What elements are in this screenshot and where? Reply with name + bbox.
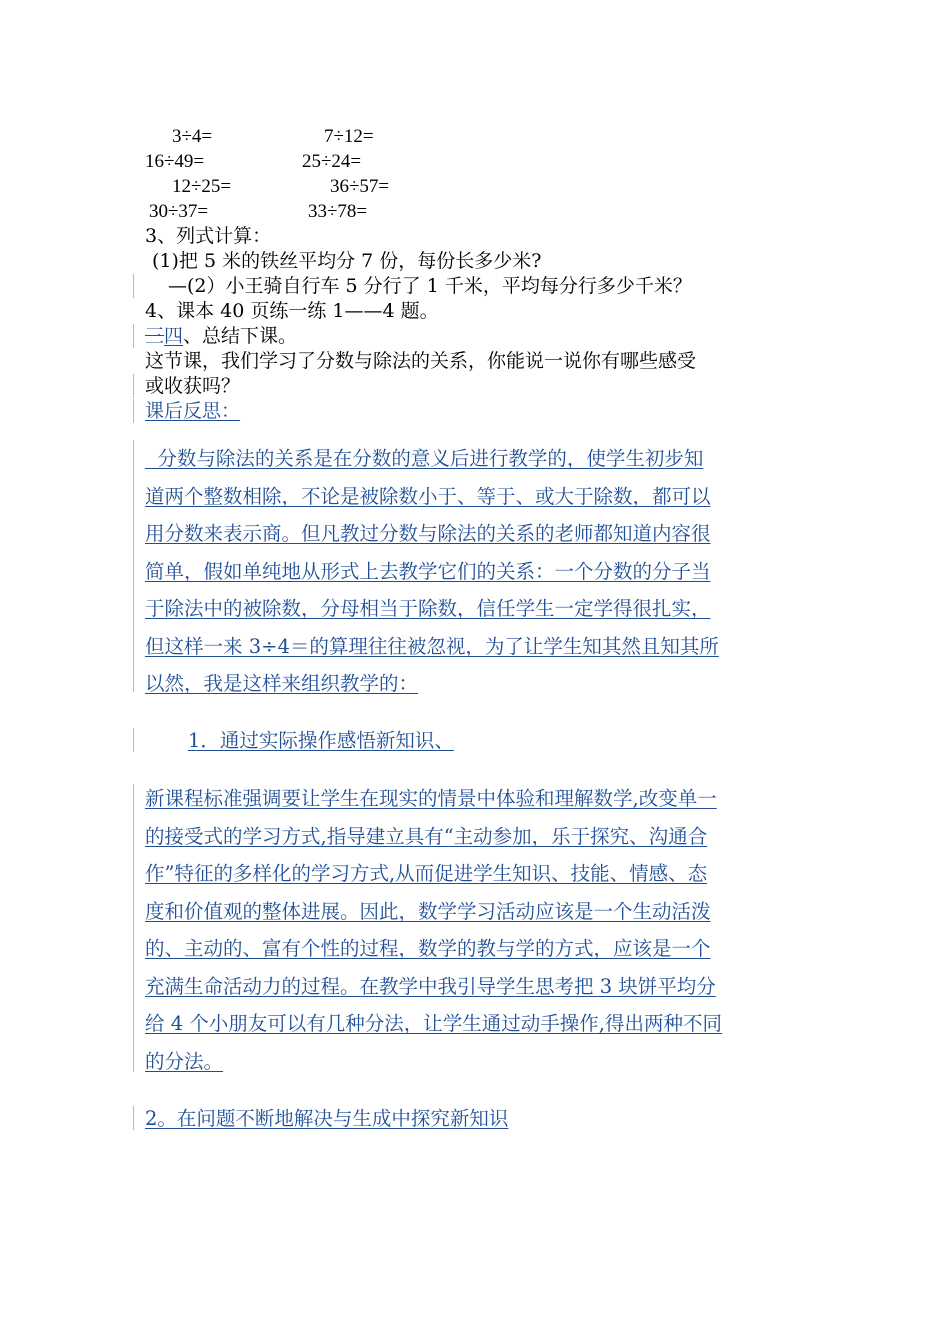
heading-1-text: 1．通过实际操作感悟新知识、 [188, 729, 454, 752]
summary-text-line-1: 这节课，我们学习了分数与除法的关系，你能说一说你有哪些感受 [145, 350, 697, 372]
exercise-2-left: 16÷49= [145, 151, 205, 172]
change-bar [133, 728, 134, 752]
question-2-text: (2）小王骑自行车 5 分行了 1 千米，平均每分行多少千米？ [187, 275, 692, 297]
section-3-heading: 3、列式计算： [145, 225, 272, 247]
exercise-4-right: 33÷78= [308, 201, 368, 222]
paragraph-line: 作”特征的多样化的学习方式,从而促进学生知识、技能、情感、态 [145, 862, 708, 885]
reflection-title: 课后反思： [145, 400, 241, 422]
paragraph-line: 于除法中的被除数，分母相当于除数，信任学生一定学得很扎实， [145, 597, 711, 620]
exercise-3-left: 12÷25= [172, 176, 232, 197]
paragraph-line: 但这样一来 3÷4＝的算理往往被忽视，为了让学生知其然且知其所 [145, 634, 719, 658]
paragraph-line: 给 4 个小朋友可以有几种分法，让学生通过动手操作,得出两种不同 [145, 1012, 723, 1035]
paragraph-line: 新课程标准强调要让学生在现实的情景中体验和理解数学,改变单一 [145, 787, 717, 810]
summary-heading [145, 324, 297, 349]
section-3-question-1: (1)把 5 米的铁丝平均分 7 份，每份长多少米? [152, 250, 542, 272]
paragraph-line: 的、主动的、富有个性的过程，数学的教与学的方式，应该是一个 [145, 937, 711, 960]
change-bar [133, 440, 134, 692]
reflection-heading-1 [145, 728, 454, 753]
exercise-1-right: 7÷12= [324, 126, 374, 147]
section-4-text: 4、课本 40 页练一练 1——4 题。 [145, 300, 439, 322]
paragraph-line: 分数与除法的关系是在分数的意义后进行教学的，使学生初步知 [145, 447, 704, 470]
summary-title: 、总结下课。 [183, 325, 298, 347]
summary-number-inserted: 四 [164, 325, 184, 347]
paragraph-line: 度和价值观的整体进展。因此，数学学习活动应该是一个生动活泼 [145, 899, 711, 923]
question-2-dash: — [168, 275, 187, 297]
summary-text-line-2: 或收获吗？ [145, 375, 241, 397]
change-bar [133, 1106, 134, 1130]
paragraph-line: 以然，我是这样来组织教学的： [145, 672, 419, 695]
reflection-paragraph-1 [145, 440, 810, 703]
change-bar [133, 784, 134, 1072]
exercise-4-left: 30÷37= [149, 201, 209, 222]
paragraph-line: 用分数来表示商。但凡教过分数与除法的关系的老师都知道内容很 [145, 522, 711, 545]
exercise-2-right: 25÷24= [302, 151, 362, 172]
summary-number-deleted: 三 [145, 325, 165, 347]
paragraph-line: 的接受式的学习方式,指导建立具有“主动参加，乐于探究、沟通合 [145, 824, 708, 848]
reflection-paragraph-2 [145, 780, 810, 1080]
change-bar [133, 324, 134, 348]
reflection-heading-2: 2。在问题不断地解决与生成中探究新知识 [145, 1107, 509, 1130]
exercise-3-right: 36÷57= [330, 176, 390, 197]
change-bar [133, 274, 134, 298]
change-bar [133, 399, 134, 423]
exercise-1-left: 3÷4= [172, 126, 213, 147]
paragraph-line: 的分法。 [145, 1049, 224, 1073]
section-3-question-2 [168, 274, 692, 299]
paragraph-line: 道两个整数相除，不论是被除数小于、等于、或大于除数，都可以 [145, 484, 711, 508]
paragraph-line: 简单，假如单纯地从形式上去教学它们的关系：一个分数的分子当 [145, 559, 711, 583]
paragraph-line: 充满生命活动力的过程。在教学中我引导学生思考把 3 块饼平均分 [145, 974, 716, 998]
change-bar [133, 374, 134, 398]
